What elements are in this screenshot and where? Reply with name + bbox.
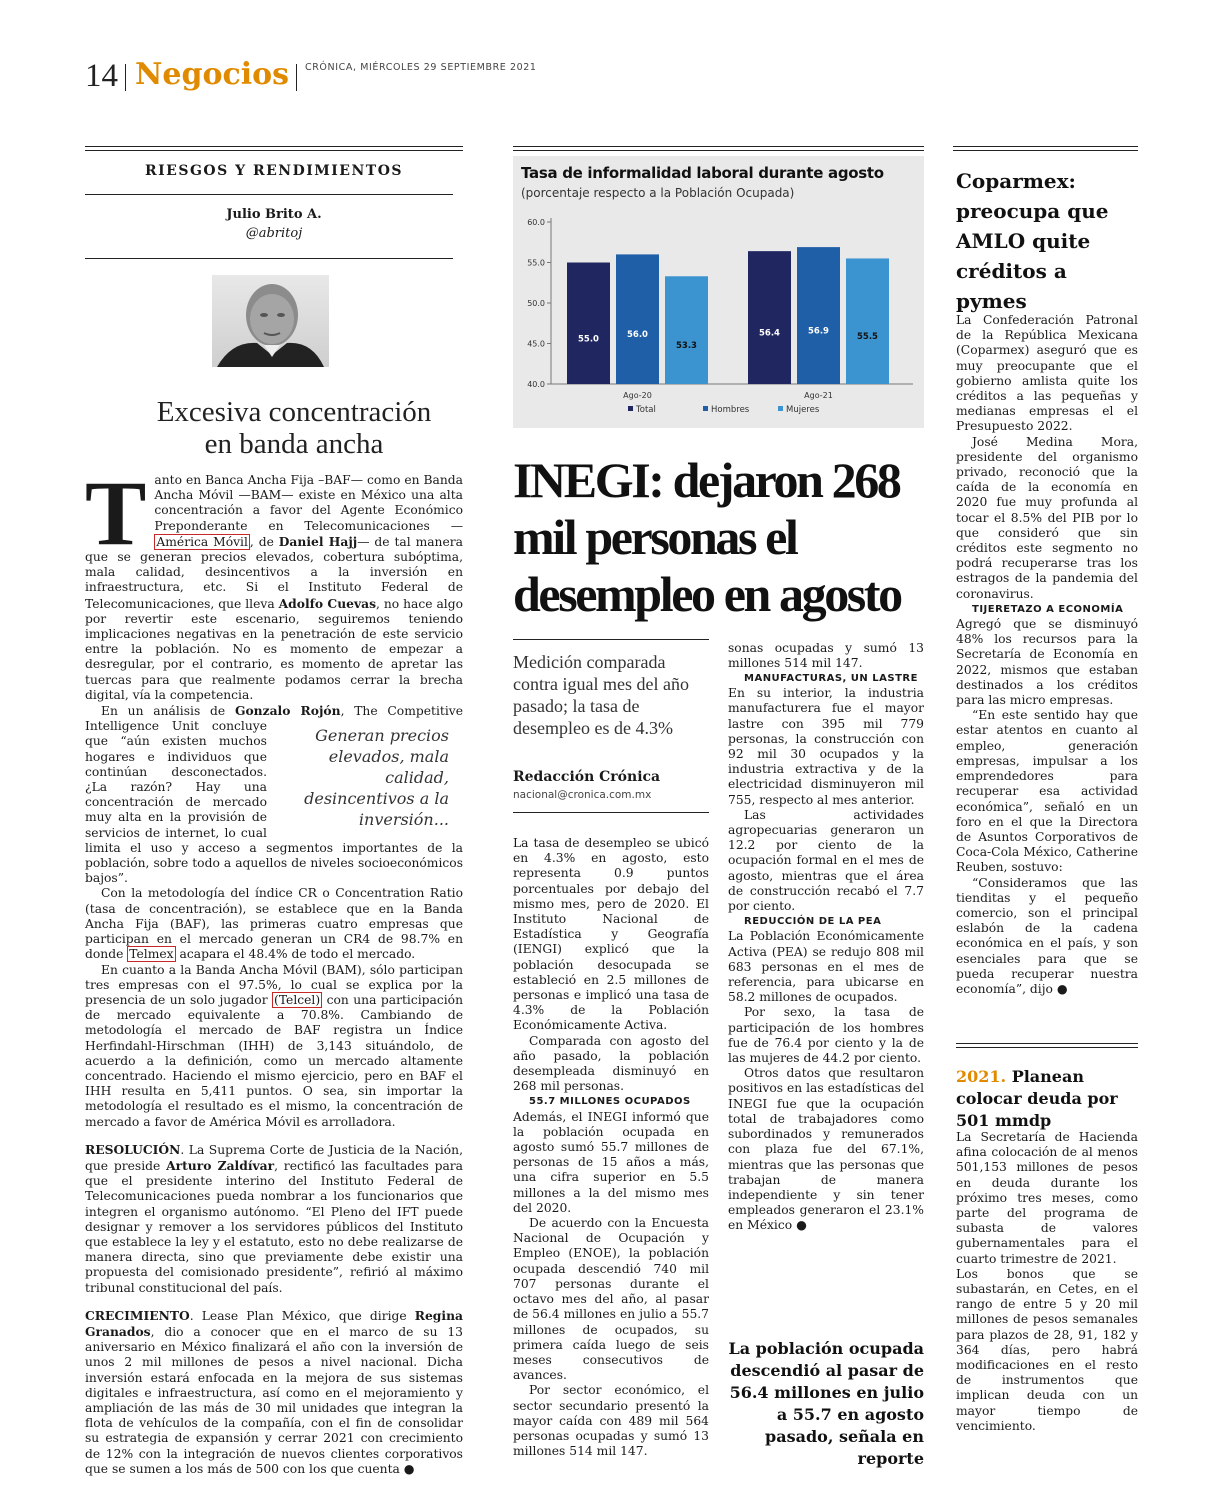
column-title <box>85 396 503 460</box>
section-label: RESOLUCIÓN <box>85 1141 181 1157</box>
bar <box>616 254 659 384</box>
person-name: Gonzalo Rojón <box>234 703 341 719</box>
x-tick-label: Ago-21 <box>804 391 833 400</box>
paragraph: La tasa de desempleo se ubicó en 4.3% en agosto, esto representa 0.9 puntos porcentuales por debajo del mismo mes, pero de 2020. El Instituto Nacional de Estadística y Geografía (IENGI) explicó que la población desocupada se estableció en 2.5 millones de personas e implicó una tasa de 4.3% de la Población Económicamente Activa. <box>513 836 709 1033</box>
paragraph: Las actividades agropecuarias generaron un 12.2 por ciento de la ocupación formal en el mes de agosto, mientras que el área de construcción recabó el 7.7 por ciento. <box>728 807 924 914</box>
legend-swatch <box>778 406 783 411</box>
inegi-col2 <box>728 641 924 1234</box>
chart-title: Tasa de informalidad laboral durante agosto <box>521 164 884 182</box>
end-bullet: ● <box>1056 981 1068 996</box>
subhead: 55.7 MILLONES OCUPADOS <box>529 1096 691 1108</box>
paragraph: De acuerdo con la Encuesta Nacional de Ocupación y Empleo (ENOE), la población ocupada descendió 740 mil 707 personas durante el octavo mes del año, al pasar de 56.4 millones en julio a 55.7 millones de ocupados, su primera caída luego de seis meses consecutivos de avances. <box>513 1216 709 1383</box>
text: , dio a conocer que en el marco de su 13 aniversario en México finalizará el año con la inversión de unos 2 mil millones de pesos a nivel nacional. Dicha inversión estará enfocada en la mejora de sus sistemas digitales e infraestructura, así como en el mejoramiento y ampliación de las más de 30 mil unidades que integran la flota de vehículos de la compañía, con el fin de consolidar su estrategia de expansión y cerrar 2021 con crecimiento de 12% con la integración de nuevos clientes corporativos que se sumen a los más de 500 con los que cuenta <box>85 1324 463 1476</box>
deuda-headline <box>956 1066 1141 1132</box>
rule <box>513 150 924 151</box>
legend-label: Mujeres <box>786 405 820 415</box>
text: — de tal manera que se generan precios elevados, cobertura subóptima, mala calidad, desincentivos a la inversión en infraestructura, etc. Si el Instituto Federal de Telecomunicaciones, que lleva <box>85 534 463 611</box>
text: , rectificó las facultades para que el presidente interino del Instituto Federal de Telecomunicaciones pueda nombrar a los funcionarios que integren el organismo autónomo. “El Pleno del IFT puede designar y remover a los servidores públicos del Instituto que establece la ley y el estatuto, esto no debe realizarse de manera directa, sino que previamente debe existir una propuesta del comisionado presidente”, refirió al máximo tribunal constitucional del país. <box>85 1158 463 1295</box>
column-author: Julio Brito A. <box>226 207 322 222</box>
bar-chart <box>513 206 924 428</box>
bar-value-label: 53.3 <box>676 341 697 352</box>
inegi-pullquote: La población ocupada descendió al pasar de 56.4 millones en julio a 55.7 en agosto pasado, señala en reporte <box>728 1339 924 1468</box>
paragraph: Además, el INEGI informó que la población ocupada en agosto sumó 55.7 millones de personas de 15 años a más, una cifra superior en 5.5 millones a la del mismo mes del 2020. <box>513 1109 709 1215</box>
y-tick-label: 50.0 <box>527 299 545 308</box>
paragraph: “Consideramos que las tienditas y el pequeño comercio, son el principal eslabón de la cadena económica en el país, y son esenciales para que se pueda recuperar nuestra economía”, dijo <box>956 875 1138 996</box>
text: . La Suprema Corte de Justicia de la Nación, que preside <box>85 1142 463 1173</box>
rule <box>85 150 463 151</box>
text: En cuanto a la Banda Ancha Móvil (BAM), sólo participan tres empresas con el 97.5%, lo cual se explica por la presencia de un solo jugador <box>85 962 463 1007</box>
paragraph: Agregó que se disminuyó 48% los recursos para la Secretaría de Economía en 2022, mismos que estaban destinados a los créditos para las micro empresas. <box>956 617 1138 708</box>
entity-telcel: (Telcel) <box>274 992 321 1007</box>
rule <box>956 1047 1138 1048</box>
header-divider <box>125 64 126 91</box>
y-tick-label: 40.0 <box>527 380 545 389</box>
paragraph: La Confederación Patronal de la República Mexicana (Coparmex) aseguró que es muy preocupante que el gobierno amlista quite los créditos a las pequeñas y medianas empresas el el Presupuesto 2022. <box>956 313 1138 434</box>
continuation-text: sonas ocupadas y sumó 13 millones 514 mil 147. <box>728 641 924 671</box>
rule <box>85 146 463 147</box>
x-tick-label: Ago-20 <box>623 391 652 400</box>
paragraph: “En este sentido hay que estar atentos en cuanto al empleo, generación empresas, impulsar a los emprendedores para recuperar esa actividad económica”, señaló en un foro en el que la Directora de Asuntos Corporativos de Coca-Cola México, Catherine Reuben, sostuvo: <box>956 708 1138 875</box>
entity-america-movil: América Móvil <box>156 534 248 549</box>
person-name: Daniel Hajj <box>278 533 358 549</box>
chart-subtitle: (porcentaje respecto a la Población Ocupada) <box>521 186 795 200</box>
coparmex-headline: Coparmex: preocupa que AMLO quite créditos a pymes <box>956 169 1109 313</box>
headline-text: Planean colocar deuda por 501 mmdp <box>956 1067 1118 1130</box>
paragraph: La Secretaría de Hacienda afina colocación de al menos 501,153 millones de pesos en deuda durante los próximo tres meses, como parte del programa de subasta de valores gubernamentales para el cuarto trimestre de 2021. <box>956 1130 1138 1266</box>
legend-label: Hombres <box>711 405 750 415</box>
bar <box>797 247 840 384</box>
paragraph: Por sector económico, el sector secundario presentó la mayor caída con 489 mil 564 personas ocupadas y sumó 13 millones 514 mil 147. <box>513 1383 709 1459</box>
inegi-deck: Medición comparada contra igual mes del año pasado; la tasa de desempleo es de 4.3% <box>513 652 689 738</box>
bar-value-label: 56.4 <box>759 328 780 339</box>
bar-value-label: 55.5 <box>857 332 878 343</box>
section-label: CRECIMIENTO <box>85 1307 190 1323</box>
bar <box>846 258 889 384</box>
text: En un análisis de <box>101 704 235 719</box>
legend-swatch <box>628 406 633 411</box>
inegi-byline: Redacción Crónica <box>513 769 661 785</box>
subhead: REDUCCIÓN DE LA PEA <box>744 916 882 928</box>
paragraph: Los bonos que se subastarán, en Cetes, en el rango de entre 5 y 20 mil millones de pesos semanales para plazos de 28, 91, 182 y 364 días, pero habrá modificaciones en el resto de instrumentos que implican deuda con un mayor tiempo de vencimiento. <box>956 1266 1138 1433</box>
end-bullet: ● <box>796 1218 807 1233</box>
author-photo <box>212 275 329 367</box>
bar <box>567 263 610 385</box>
y-tick-label: 45.0 <box>527 339 545 349</box>
text: con una participación de mercado equivalente a 70.8%. Cambiando de metodología el mercado de BAF registra un Índice Herfindahl-Hirschman (IHH) de 3,143 situándolo, de acuerdo a la definición, como un mercado altamente concentrado. Haciendo el mismo ejercicio, pero en BAF el IHH resulta en 5,411 puntos. O sea, sin importar la metodología el resultado es el mismo, la concentración de mercado a favor de América Móvil es arrolladora. <box>85 992 463 1129</box>
end-bullet: ● <box>403 1461 415 1476</box>
legend-swatch <box>703 406 708 411</box>
inegi-email: nacional@cronica.com.mx <box>513 789 652 801</box>
bar-value-label: 56.0 <box>627 330 648 341</box>
pullquote-float: Generan precios elevados, mala calidad, desincentivos a la inversión... <box>304 726 449 830</box>
text: acapara el 48.4% de todo el mercado. <box>175 947 416 962</box>
person-name: Arturo Zaldívar <box>166 1157 275 1173</box>
title-line: en banda ancha <box>204 428 384 460</box>
title-line: Excesiva concentración <box>156 396 432 428</box>
page-number: 14 <box>85 58 118 94</box>
column-body <box>85 462 463 1477</box>
bar-value-label: 56.9 <box>808 326 829 337</box>
entity-telmex: Telmex <box>129 947 174 962</box>
rule <box>85 194 453 195</box>
subhead: MANUFACTURAS, UN LASTRE <box>744 673 918 684</box>
header-divider <box>296 64 297 91</box>
coparmex-body <box>956 313 1138 997</box>
person-name: Regina Granados <box>85 1307 463 1339</box>
deuda-body <box>956 1130 1138 1434</box>
text: anto en Banca Ancha Fija –BAF— como en Banda Ancha Móvil —BAM— existe en México una alta concentración a favor del Agente Económico Preponderante en Telecomunicaciones — <box>154 473 463 533</box>
rule <box>956 1043 1138 1044</box>
person-name: Adolfo Cuevas <box>278 595 377 611</box>
section-name: Negocios <box>135 57 290 92</box>
rule <box>953 150 1138 151</box>
paragraph: Comparada con agosto del año pasado, la población desempleada disminuyó en 268 mil personas. <box>513 1033 709 1094</box>
rule <box>513 812 709 813</box>
chart-panel <box>513 156 924 428</box>
rule <box>513 639 709 640</box>
text: , no hace algo por revertir este escenario, seguiremos teniendo implicaciones negativas en la penetración de este servicio entre la población. No es momento de empezar a desregular, por el contrario, es momento de apretar las tuercas para que realmente podamos cerrar la brecha digital, vía la competencia. <box>85 596 463 702</box>
bar <box>748 251 791 384</box>
dropcap: T <box>85 462 147 564</box>
inegi-headline: INEGI: dejaron 268 mil personas el desempleo en agosto <box>513 452 901 622</box>
text: . Lease Plan México, que dirige <box>189 1308 415 1323</box>
text: , The Competitive Intelligence Unit concluye que “aún existen muchos hogares e individuos que continúan desconectados. ¿La razón? Hay una concentración de mercado muy alta en la provisión de servicios de internet, lo cual limita el uso y acceso a segmentos importantes de la población, sobre todo a aquellos de niveles socioeconómicos bajos”. <box>85 704 463 886</box>
dateline: CRÓNICA, MIÉRCOLES 29 SEPTIEMBRE 2021 <box>305 62 537 73</box>
rule <box>85 258 453 259</box>
year-label: 2021. <box>956 1067 1007 1086</box>
bar <box>665 276 708 384</box>
bar-value-label: 55.0 <box>578 334 599 345</box>
rule <box>513 146 924 147</box>
subhead: TIJERETAZO A ECONOMÍA <box>972 603 1124 615</box>
rule <box>953 146 1138 147</box>
legend-label: Total <box>636 405 656 415</box>
y-tick-label: 60.0 <box>527 218 545 227</box>
paragraph: Otros datos que resultaron positivos en las estadísticas del INEGI fue que la ocupación total de trabajadores como subordinados y remunerados con plaza fue del 67.1%, mientras que las personas que trabajan de manera independiente y sin tener empleados generaron el 23.1% en México <box>728 1066 924 1233</box>
paragraph: Por sexo, la tasa de participación de los hombres fue de 76.4 por ciento y la de las mujeres de 44.2 por ciento. <box>728 1005 924 1066</box>
text: Con la metodología del índice CR o Concentration Ratio (tasa de concentración), se establece que en la Banda Ancha Fija (BAF), las primeras cuatro empresas que participan en el mercado generan un CR4 de 98.7% en donde <box>85 886 463 962</box>
text: , de <box>249 534 279 549</box>
paragraph: José Medina Mora, presidente del organismo privado, reconoció que la caída de la economía en 2020 fue muy profunda al tocar el 8.5% del PIB por lo que consideró que sin créditos este segmento no podrá recuperarse tras los estragos de la pandemia del coronavirus. <box>956 434 1138 601</box>
column-kicker: RIESGOS Y RENDIMIENTOS <box>145 163 403 179</box>
y-tick-label: 55.0 <box>527 258 545 268</box>
inegi-col1 <box>513 836 709 1459</box>
paragraph: En su interior, la industria manufacturera fue el mayor lastre con 395 mil 779 personas, la construcción con 92 mil 30 ocupados y la industria extractiva y de la electricidad disminuyeron mil 755, respecto al mes anterior. <box>728 686 924 807</box>
column-handle: @abritoj <box>245 226 303 241</box>
paragraph: La Población Económicamente Activa (PEA) se redujo 808 mil 683 personas en el mes de referencia, para ubicarse en 58.2 millones de ocupados. <box>728 929 924 1005</box>
